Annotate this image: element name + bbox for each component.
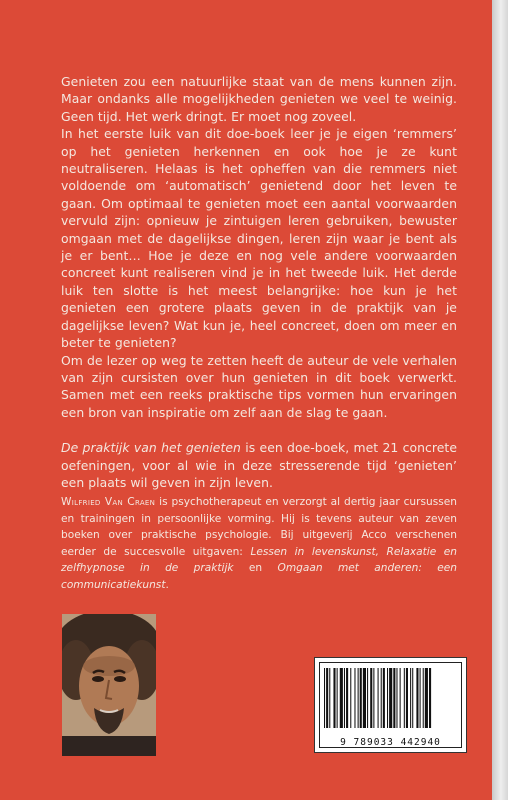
blurb-paragraph-1: Genieten zou een natuurlijke staat van de mens kunnen zijn. Maar ondanks alle mogelijkheden genieten we veel te weinig. Geen tijd. Het werk dringt. Er moet nog zoveel. [61, 74, 457, 124]
author-bio [61, 494, 457, 593]
blurb-paragraph-2: In het eerste luik van dit doe-boek leer je je eigen ‘remmers’ op het genieten herkennen en ook hoe je ze kunt neutraliseren. Helaas is het opheffen van die remmers niet voldoende om ‘automatisch’ genietend door het leven te gaan. Om optimaal te genieten moet een aantal voorwaarden vervuld zijn: opnieuw je zintuigen leren gebruiken, bewuster omgaan met de dagelijkse dingen, leren zijn waar je bent als je er bent… Hoe je deze en nog vele andere voorwaarden concreet kunt realiseren vind je in het tweede luik. Het derde luik ten slotte is het meest belangrijke: hoe kun je het genieten een grotere plaats geven in de praktijk van je dagelijkse leven? Wat kun je, heel concreet, doen om meer en beter te genieten? [61, 126, 457, 351]
blurb-paragraph-4-text: is een doe-boek, met 21 concrete oefeningen, voor al wie in deze stresserende tijd ‘genieten’ een plaats wil geven in zijn leven. [61, 440, 457, 490]
blurb-paragraph-4 [61, 439, 457, 491]
author-bio-text-1: is psychotherapeut en verzorgt al dertig jaar cursussen en trainingen in persoonlijke vorming. Hij is tevens auteur van zeven boeken over praktische psychologie. Bij uitgeverij Acco verschenen eerder de succesvolle uitgaven: [61, 496, 458, 558]
author-bio-text-3: . [165, 578, 169, 591]
book-title: De praktijk van het genieten [61, 440, 241, 456]
isbn-barcode [322, 668, 459, 732]
blurb-text [61, 73, 457, 491]
author-portrait-image [62, 614, 156, 756]
previous-books-2: Omgaan met anderen: een communicatiekunst [61, 562, 457, 591]
author-name: Wilfried Van Craen [61, 496, 156, 508]
isbn-number: 9 789033 442940 [340, 737, 441, 748]
barcode-label [314, 657, 467, 753]
author-photo [62, 614, 156, 756]
blurb-paragraph-3: Om de lezer op weg te zetten heeft de auteur de vele verhalen van zijn cursisten over hun genieten in dit boek verwerkt. Samen met een reeks praktische tips vormen hun ervaringen een bron van inspiratie om zelf aan de slag te gaan. [61, 352, 457, 420]
previous-books-1: Lessen in levenskunst, Relaxatie en zelfhypnose in de praktijk [61, 545, 458, 574]
author-bio-text-2: en [233, 562, 278, 574]
page-edge [492, 0, 508, 800]
